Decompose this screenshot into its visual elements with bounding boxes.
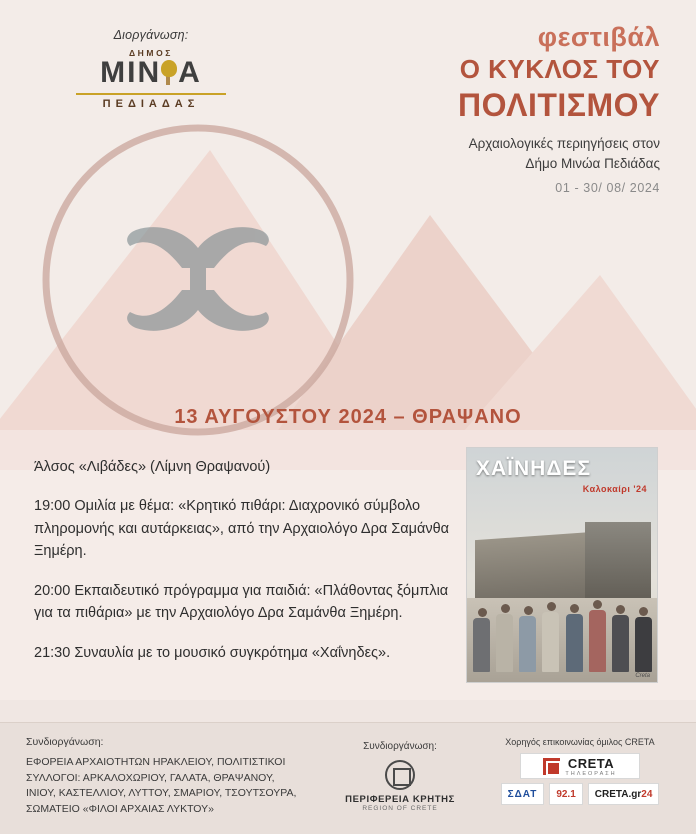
poster-credit: Creta xyxy=(635,673,650,679)
headline-line-1: φεστιβάλ xyxy=(537,22,660,52)
logo-sub-text: ΠΕΔΙΑΔΑΣ xyxy=(102,97,200,110)
region-of-crete-icon xyxy=(385,760,415,790)
creta-gr-text: CRETA.gr xyxy=(594,788,642,800)
programme-text xyxy=(34,456,454,681)
creta-tv-logo xyxy=(520,753,640,779)
band-member xyxy=(612,605,630,672)
poster-subtitle: Καλοκαίρι '24 xyxy=(582,484,647,494)
creta-square-icon xyxy=(543,758,560,775)
co-organisers-left-title: Συνδιοργάνωση: xyxy=(26,736,104,748)
headline-subtitle xyxy=(320,134,660,173)
minoa-logo xyxy=(63,48,239,110)
logo-main-text xyxy=(100,58,202,89)
organiser-kicker: Διοργάνωση: xyxy=(113,28,189,42)
venue-line: Άλσος «Λιβάδες» (Λίμνη Θραψανού) xyxy=(34,459,271,475)
band-member xyxy=(473,608,491,672)
sat-logo: ΣΔΑΤ xyxy=(501,783,545,805)
footer-strip xyxy=(0,722,696,834)
creta-wordmark-sub: ΤΗΛΕΟΡΑΣΗ xyxy=(565,770,617,777)
co-organisers-left xyxy=(26,735,306,818)
logo-main-part-a: ΜΙΝ xyxy=(100,56,162,89)
co-organisers-mid-title: Συνδιοργάνωση: xyxy=(363,741,437,752)
fm-frequency-logo: 92.1 xyxy=(549,783,582,805)
headline-dates: 01 - 30/ 08/ 2024 xyxy=(555,181,660,196)
creta-gr-number: 24 xyxy=(641,788,653,800)
headline-subtitle-line-2: Δήμο Μινώα Πεδιάδας xyxy=(525,155,660,171)
headline-line-2: Ο ΚΥΚΛΟΣ ΤΟΥ xyxy=(459,53,660,84)
logo-divider xyxy=(76,93,226,95)
programme-item-1: 19:00 Ομιλία με θέμα: «Κρητικό πιθάρι: Διαχρονικό σύμβολο πληρομονής και αυτάρκειας», από την Αρχαιολόγο Δρα Σαμάνθα Ξημέρη. xyxy=(34,498,450,560)
headline-subtitle-line-1: Αρχαιολογικές περιηγήσεις στον xyxy=(468,135,660,151)
creta-wordmark-text: CRETA xyxy=(567,755,615,771)
headline-block xyxy=(320,22,660,195)
organiser-block xyxy=(56,28,246,110)
band-member xyxy=(635,607,653,672)
creta-gr-logo xyxy=(588,783,660,805)
media-sponsors xyxy=(480,737,680,805)
co-organisers-mid xyxy=(330,741,470,812)
logo-main-part-b: Α xyxy=(178,56,202,89)
logo-dimos-text: ΔΗΜΟΣ xyxy=(128,48,174,58)
poster-band-members xyxy=(473,580,653,672)
band-member xyxy=(519,606,537,672)
region-of-crete-name-en: REGION OF CRETE xyxy=(362,805,438,812)
band-member xyxy=(589,600,607,672)
programme-item-2: 20:00 Εκπαιδευτικό πρόγραμμα για παιδιά: «Πλάθοντας ξόμπλια για τα πιθάρια» με την Αρχαιολόγο Δρα Σαμάνθα Ξημέρη. xyxy=(34,582,449,622)
olive-tree-icon xyxy=(161,60,178,85)
co-organisers-left-body: ΕΦΟΡΕΙΑ ΑΡΧΑΙΟΤΗΤΩΝ ΗΡΑΚΛΕΙΟΥ, ΠΟΛΙΤΙΣΤΙΚΟΙ ΣΥΛΛΟΓΟΙ: ΑΡΚΑΛΟΧΩΡΙΟΥ, ΓΑΛΑΤΑ, ΘΡΑΨΑΝΟΥ, ΙΝΙΟΥ, ΚΑΣΤΕΛΛΙΟΥ, ΛΥΤΤΟΥ, ΣΜΑΡΙΟΥ, ΤΣΟΥΤΣΟΥΡΑ, ΣΩΜΑΤΕΙΟ «ΦΙΛΟΙ ΑΡΧΑΙΑΣ ΛΥΚΤΟΥ» xyxy=(26,755,297,815)
band-poster-image xyxy=(466,447,658,683)
poster-title: ΧΑΪΝΗΔΕΣ xyxy=(476,457,592,480)
event-date-banner: 13 ΑΥΓΟΥΣΤΟΥ 2024 – ΘΡΑΨΑΝΟ xyxy=(174,406,522,428)
sponsor-logo-row xyxy=(480,783,680,805)
programme-item-3: 21:30 Συναυλία με το μουσικό συγκρότημα «Χαΐνηδες». xyxy=(34,644,391,661)
band-member xyxy=(542,602,560,672)
region-of-crete-name-gr: ΠΕΡΙΦΕΡΕΙΑ ΚΡΗΤΗΣ xyxy=(345,794,455,805)
creta-wordmark xyxy=(565,756,616,777)
headline-line-3: ΠΟΛΙΤΙΣΜΟΥ xyxy=(457,86,660,123)
band-member xyxy=(566,604,584,672)
band-member xyxy=(496,604,514,672)
media-sponsor-title: Χορηγός επικοινωνίας όμιλος CRETA xyxy=(505,737,655,747)
